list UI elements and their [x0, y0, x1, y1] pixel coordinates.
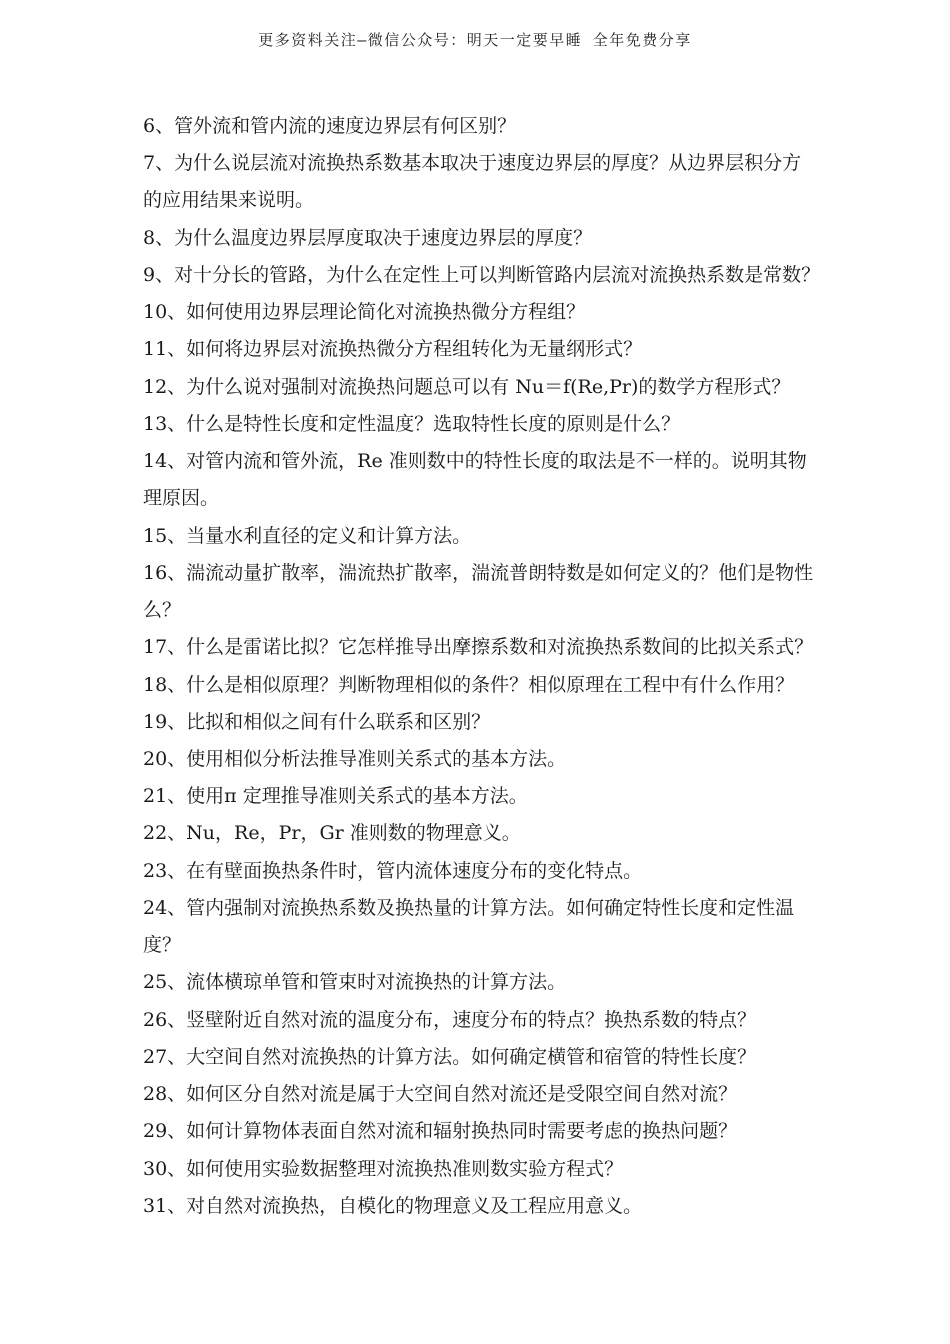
question-line: 14、对管内流和管外流，Re 准则数中的特性长度的取法是不一样的。说明其物: [143, 450, 807, 473]
question-item: [143, 369, 843, 406]
question-line: 11、如何将边界层对流换热微分方程组转化为无量纲形式？: [143, 338, 643, 361]
page-header: 更多资料关注–微信公众号：明天一定要早睡 全年免费分享: [258, 31, 692, 49]
question-item: [143, 406, 843, 443]
question-item: [143, 890, 843, 964]
question-line: 31、对自然对流换热，自模化的物理意义及工程应用意义。: [143, 1194, 643, 1217]
question-line: 13、什么是特性长度和定性温度？选取特性长度的原则是什么？: [143, 412, 681, 435]
question-line: 29、如何计算物体表面自然对流和辐射换热同时需要考虑的换热问题？: [143, 1120, 738, 1143]
question-line: 18、什么是相似原理？判断物理相似的条件？相似原理在工程中有什么作用？: [143, 673, 795, 696]
question-item: [143, 220, 843, 257]
question-item: [143, 741, 843, 778]
question-line: 理原因。: [143, 487, 220, 510]
question-item: [143, 629, 843, 666]
question-line: 6、管外流和管内流的速度边界层有何区别？: [143, 115, 517, 137]
question-item: [143, 964, 843, 1001]
question-line: 15、当量水利直径的定义和计算方法。: [143, 524, 472, 547]
question-item: [143, 1113, 843, 1150]
question-item: [143, 443, 843, 517]
question-line: 22、Nu，Re，Pr，Gr 准则数的物理意义。: [143, 822, 521, 845]
question-item: [143, 145, 843, 219]
question-item: [143, 1002, 843, 1039]
question-line: 7、为什么说层流对流换热系数基本取决于速度边界层的厚度？从边界层积分方: [143, 152, 802, 175]
question-item: [143, 667, 843, 704]
question-line: 28、如何区分自然对流是属于大空间自然对流还是受限空间自然对流？: [143, 1083, 738, 1106]
question-item: [143, 257, 843, 294]
question-item: [143, 518, 843, 555]
question-line: 17、什么是雷诺比拟？它怎样推导出摩擦系数和对流换热系数间的比拟关系式？: [143, 636, 814, 659]
question-line: 26、竖壁附近自然对流的温度分布，速度分布的特点？换热系数的特点？: [143, 1008, 757, 1031]
question-item: [143, 294, 843, 331]
question-item: [143, 1039, 843, 1076]
question-line: 16、湍流动量扩散率，湍流热扩散率，湍流普朗特数是如何定义的？他们是物性: [143, 561, 814, 584]
question-item: [143, 555, 843, 629]
question-item: [143, 815, 843, 852]
question-line: 21、使用π 定理推导准则关系式的基本方法。: [143, 785, 528, 808]
question-line: 10、如何使用边界层理论简化对流换热微分方程组？: [143, 301, 586, 324]
question-item: [143, 1188, 843, 1225]
question-item: [143, 331, 843, 368]
question-line: 12、为什么说对强制对流换热问题总可以有 Nu＝f(Re,Pr)的数学方程形式？: [143, 375, 791, 398]
question-item: [143, 853, 843, 890]
question-line: 24、管内强制对流换热系数及换热量的计算方法。如何确定特性长度和定性温: [143, 896, 795, 919]
question-item: [143, 1151, 843, 1188]
question-line: 25、流体横琼单管和管束时对流换热的计算方法。: [143, 971, 567, 994]
question-line: 27、大空间自然对流换热的计算方法。如何确定横管和宿管的特性长度？: [143, 1045, 757, 1068]
question-line: 度？: [143, 934, 182, 957]
question-list: [143, 108, 843, 1225]
question-item: [143, 1076, 843, 1113]
question-item: [143, 108, 843, 145]
question-line: 23、在有壁面换热条件时，管内流体速度分布的变化特点。: [143, 859, 643, 882]
question-line: 9、对十分长的管路，为什么在定性上可以判断管路内层流对流换热系数是常数？: [143, 263, 821, 286]
question-item: [143, 704, 843, 741]
question-line: 的应用结果来说明。: [143, 189, 315, 212]
question-line: 30、如何使用实验数据整理对流换热准则数实验方程式？: [143, 1157, 624, 1180]
question-line: 20、使用相似分析法推导准则关系式的基本方法。: [143, 747, 567, 770]
question-line: 19、比拟和相似之间有什么联系和区别？: [143, 710, 491, 733]
question-item: [143, 778, 843, 815]
question-line: 8、为什么温度边界层厚度取决于速度边界层的厚度？: [143, 226, 593, 249]
question-line: 么？: [143, 599, 182, 622]
